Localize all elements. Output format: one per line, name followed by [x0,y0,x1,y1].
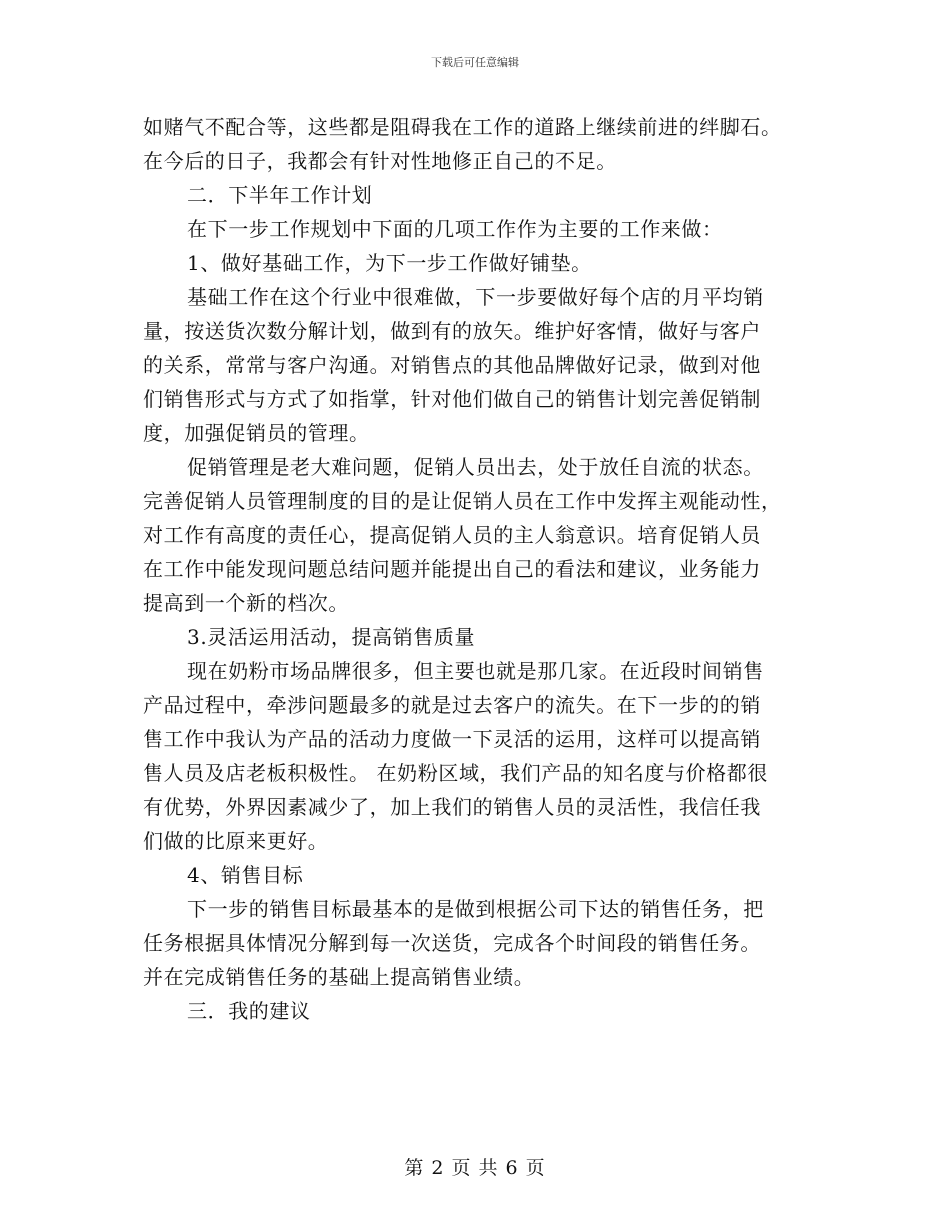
page-number-footer: 第 2 页 共 6 页 [404,1157,546,1179]
body-line: 任务根据具体情况分解到每一次送货，完成各个时间段的销售任务。 [143,931,761,955]
body-line: 售工作中我认为产品的活动力度做一下灵活的运用，这样可以提高销 [143,727,761,751]
body-line: 们销售形式与方式了如指掌，针对他们做自己的销售计划完善促销制 [143,387,761,411]
body-line: 有优势，外界因素减少了，加上我们的销售人员的灵活性，我信任我 [143,795,761,819]
body-line: 并在完成销售任务的基础上提高销售业绩。 [143,965,535,989]
body-line: 如赌气不配合等，这些都是阻碍我在工作的道路上继续前进的绊脚石。 [143,115,782,139]
page-header: 下载后可任意编辑 [431,56,519,69]
document-body [143,110,808,1028]
paragraph-first-line: 基础工作在这个行业中很难做，下一步要做好每个店的月平均销 [187,285,764,309]
paragraph-first-line: 下一步的销售目标最基本的是做到根据公司下达的销售任务，把 [187,897,764,921]
body-line: 量，按送货次数分解计划，做到有的放矢。维护好客情，做好与客户 [143,319,761,343]
body-line: 们做的比原来更好。 [143,829,329,853]
body-line: 的关系，常常与客户沟通。对销售点的其他品牌做好记录，做到对他 [143,353,761,377]
body-line: 提高到一个新的档次。 [143,591,349,615]
subsection-heading: 1、做好基础工作，为下一步工作做好铺垫。 [187,251,592,275]
subsection-heading: 3.灵活运用活动，提高销售质量 [187,625,476,649]
section-heading: 二．下半年工作计划 [187,183,373,207]
body-line: 对工作有高度的责任心，提高促销人员的主人翁意识。培育促销人员 [143,523,761,547]
body-line: 在工作中能发现问题总结问题并能提出自己的看法和建议，业务能力 [143,557,761,581]
paragraph-first-line: 促销管理是老大难问题，促销人员出去，处于放任自流的状态。 [187,455,764,479]
body-line: 在今后的日子，我都会有针对性地修正自己的不足。 [143,149,617,173]
body-line: 完善促销人员管理制度的目的是让促销人员在工作中发挥主观能动性， [143,489,782,513]
body-line: 产品过程中，牵涉问题最多的就是过去客户的流失。在下一步的的销 [143,693,761,717]
paragraph-first-line: 现在奶粉市场品牌很多，但主要也就是那几家。在近段时间销售 [187,659,764,683]
section-heading: 三．我的建议 [187,999,311,1023]
subsection-heading: 4、销售目标 [187,863,304,887]
body-line: 售人员及店老板积极性。 在奶粉区域，我们产品的知名度与价格都很 [143,761,768,785]
body-line: 在下一步工作规划中下面的几项工作作为主要的工作来做： [187,217,723,241]
body-line: 度，加强促销员的管理。 [143,421,370,445]
